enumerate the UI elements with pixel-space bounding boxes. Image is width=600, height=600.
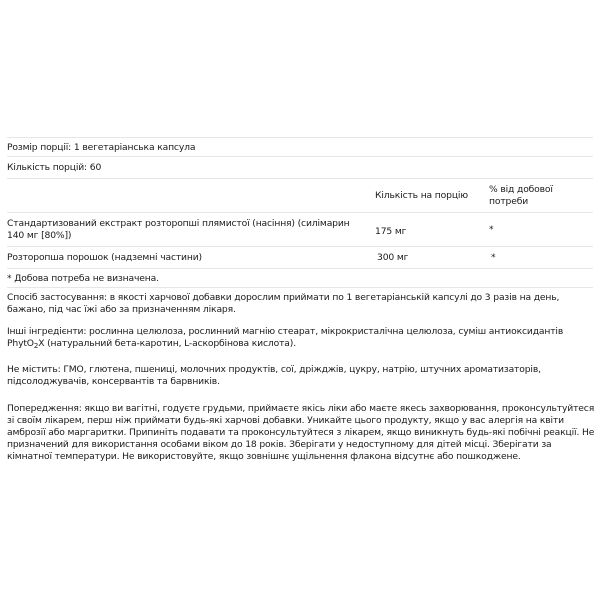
servings-row [7, 156, 593, 178]
ingredients-text-start: Інші інгредієнти: рослинна целюлоза, рослинний магнію стеарат, мікрокристалічна целюлоза, суміш антиоксидантів PhytO [7, 326, 564, 349]
table-row [7, 212, 593, 246]
ingredients-subscript: 2 [33, 342, 39, 350]
servings-count: Кількість порцій: 60 [7, 162, 102, 173]
ingredient-dv: * [489, 223, 494, 235]
ingredients-paragraph [7, 326, 597, 350]
free-of-paragraph: Не містить: ГМО, глютена, пшениці, молочних продуктів, сої, дріжджів, цукру, натрію, штучних ароматизаторів, підсолоджувачів, консервантів та барвників. [7, 364, 541, 387]
header-amount: Кількість на порцію [375, 189, 468, 201]
header-daily-value: % від добової потреби [489, 183, 553, 207]
supplement-facts-table [7, 137, 593, 288]
serving-size-row [7, 137, 593, 156]
table-row [7, 246, 593, 268]
footnote: * Добова потреба не визначена. [7, 272, 159, 284]
ingredient-dv: * [491, 251, 496, 263]
serving-size: Розмір порції: 1 вегетаріанська капсула [7, 141, 196, 153]
ingredient-amount: 175 мг [375, 225, 407, 237]
table-header-row [7, 178, 593, 212]
usage-paragraph: Спосіб застосування: в якості харчової добавки дорослим приймати по 1 вегетаріанській капсулі до 3 разів на день, бажано, під час їжі або за призначенням лікаря. [7, 292, 560, 315]
footnote-row [7, 268, 593, 288]
ingredients-text-end: X (натуральний бета-каротин, L-аскорбінова кислота). [38, 338, 296, 349]
warning-paragraph: Попередження: якщо ви вагітні, годуєте грудьми, приймаєте якісь ліки або маєте якесь захворювання, проконсультуйтеся зі своїм лікарем, перш ніж приймати будь-які харчові добавки. Уникайте цього продукту, якщо у вас алергія на квіти амброзії або маргаритки. Припиніть подавати та проконсультуйтеся з лікарем, якщо виникнуть будь-які побічні реакції. Не призначений для використання особами віком до 18 років. Зберігати у недоступному для дітей місці. Зберігати за кімнатної температури. Не використовуйте, якщо зовнішнє ущільнення флакона відсутнє або пошкоджене. [7, 403, 595, 462]
ingredient-amount: 300 мг [377, 251, 409, 263]
ingredient-name: Стандартизований екстракт розторопші плямистої (насіння) (силімарин 140 мг [80%]) [7, 217, 350, 241]
ingredient-name: Розторопша порошок (надземні частини) [7, 251, 202, 263]
